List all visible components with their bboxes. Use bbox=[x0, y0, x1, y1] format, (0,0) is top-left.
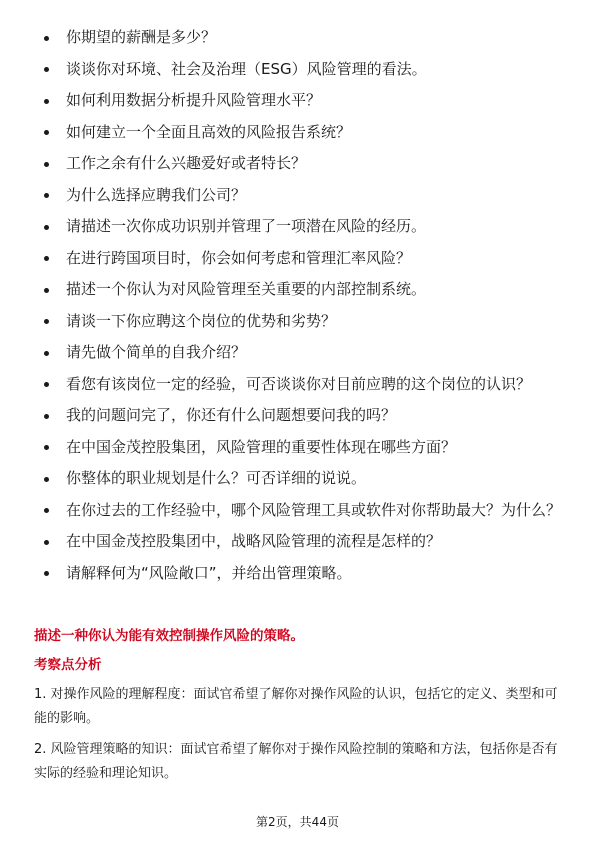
question-item bbox=[44, 121, 564, 144]
question-text: 请谈一下你应聘这个岗位的优势和劣势？ bbox=[66, 311, 337, 330]
question-text: 如何利用数据分析提升风险管理水平？ bbox=[66, 91, 322, 109]
bullet-dot bbox=[44, 477, 49, 482]
question-item bbox=[44, 89, 564, 112]
question-item bbox=[44, 310, 564, 333]
question-item bbox=[44, 152, 564, 175]
question-item bbox=[44, 26, 564, 49]
analysis-point: 2. 风险管理策略的知识：面试官希望了解你对于操作风险控制的策略和方法，包括你是否有实际的经验和理论知识。 bbox=[34, 742, 558, 781]
bullet-dot bbox=[44, 382, 49, 387]
question-text: 你整体的职业规划是什么？可否详细的说说。 bbox=[66, 469, 367, 487]
analysis-heading: 考察点分析 bbox=[34, 657, 102, 673]
question-text: 为什么选择应聘我们公司？ bbox=[66, 185, 247, 204]
question-text: 我的问题问完了，你还有什么问题想要问我的吗？ bbox=[66, 406, 397, 424]
question-text: 你期望的薪酬是多少？ bbox=[66, 28, 217, 46]
question-text: 在进行跨国项目时，你会如何考虑和管理汇率风险？ bbox=[66, 248, 412, 267]
question-text: 请描述一次你成功识别并管理了一项潜在风险的经历。 bbox=[66, 217, 427, 235]
question-text: 在中国金茂控股集团，风险管理的重要性体现在哪些方面？ bbox=[66, 437, 457, 456]
bullet-dot bbox=[44, 414, 49, 419]
question-item bbox=[44, 184, 564, 207]
question-list bbox=[44, 26, 564, 593]
question-text: 在你过去的工作经验中，哪个风险管理工具或软件对你帮助最大？为什么？ bbox=[66, 500, 562, 519]
bullet-dot bbox=[44, 571, 49, 576]
question-item bbox=[44, 58, 564, 81]
question-item bbox=[44, 341, 564, 364]
bullet-dot bbox=[44, 67, 49, 72]
question-item bbox=[44, 215, 564, 238]
question-item bbox=[44, 436, 564, 459]
question-item bbox=[44, 404, 564, 427]
question-text: 描述一个你认为对风险管理至关重要的内部控制系统。 bbox=[66, 280, 427, 298]
bullet-dot bbox=[44, 540, 49, 545]
analysis-point: 1. 对操作风险的理解程度：面试官希望了解你对操作风险的认识，包括它的定义、类型和可能的影响。 bbox=[34, 687, 558, 726]
question-text: 看您有该岗位一定的经验，可否谈谈你对目前应聘的这个岗位的认识？ bbox=[66, 374, 532, 393]
question-text: 请先做个简单的自我介绍？ bbox=[66, 343, 247, 361]
question-item bbox=[44, 247, 564, 270]
bullet-dot bbox=[44, 351, 49, 356]
bullet-dot bbox=[44, 99, 49, 104]
question-item bbox=[44, 530, 564, 553]
question-text: 如何建立一个全面且高效的风险报告系统？ bbox=[66, 122, 352, 141]
bullet-dot bbox=[44, 36, 49, 41]
bullet-dot bbox=[44, 319, 49, 324]
featured-question-title: 描述一种你认为能有效控制操作风险的策略。 bbox=[34, 628, 304, 644]
bullet-dot bbox=[44, 130, 49, 135]
question-text: 谈谈你对环境、社会及治理（ESG）风险管理的看法。 bbox=[66, 59, 427, 78]
question-text: 请解释何为“风险敞口”，并给出管理策略。 bbox=[66, 563, 352, 582]
page-footer: 第2页，共44页 bbox=[256, 815, 339, 829]
question-item bbox=[44, 373, 564, 396]
bullet-dot bbox=[44, 193, 49, 198]
bullet-dot bbox=[44, 225, 49, 230]
bullet-dot bbox=[44, 256, 49, 261]
bullet-dot bbox=[44, 288, 49, 293]
bullet-dot bbox=[44, 162, 49, 167]
question-text: 在中国金茂控股集团中，战略风险管理的流程是怎样的？ bbox=[66, 532, 442, 550]
question-item bbox=[44, 562, 564, 585]
question-item bbox=[44, 499, 564, 522]
bullet-dot bbox=[44, 508, 49, 513]
question-text: 工作之余有什么兴趣爱好或者特长？ bbox=[66, 154, 307, 172]
bullet-dot bbox=[44, 445, 49, 450]
analysis-body bbox=[34, 683, 562, 793]
question-item bbox=[44, 278, 564, 301]
question-item bbox=[44, 467, 564, 490]
